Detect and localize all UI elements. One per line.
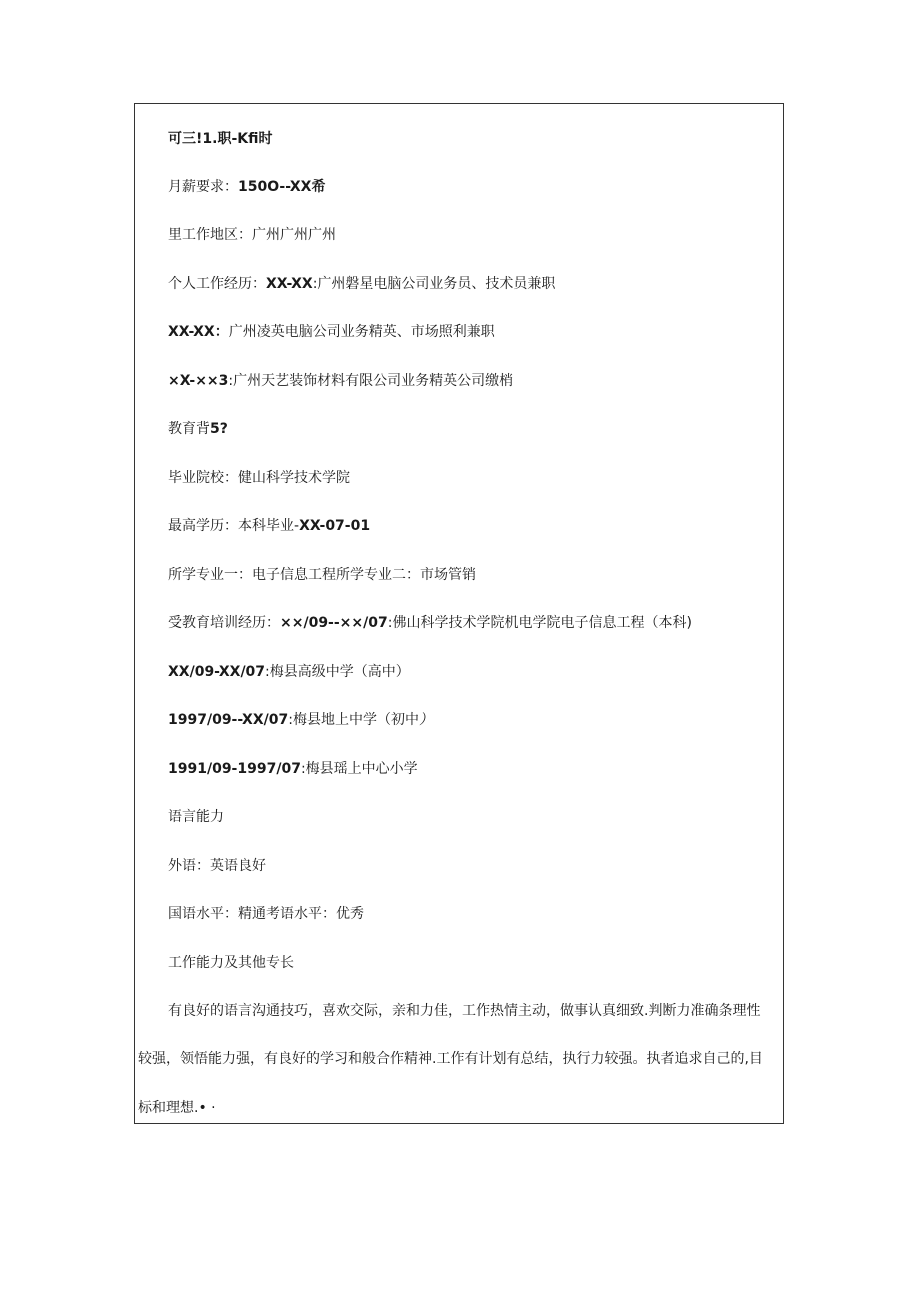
mandarin-line — [168, 904, 364, 924]
work-experience-line-2 — [168, 322, 495, 342]
job-target-text: 可三!1.职-Kfi时 — [168, 131, 273, 147]
work-experience-date-1: XX-XX — [266, 276, 313, 292]
work-experience-line-3 — [168, 371, 513, 391]
document-frame — [134, 103, 784, 1124]
work-experience-value-1: :广州磐星电脑公司业务员、技术员兼职 — [312, 276, 556, 292]
salary-line — [168, 177, 325, 197]
salary-value: 150O--XX希 — [238, 179, 326, 195]
language-heading-text: 语言能力 — [168, 809, 224, 825]
training-value-3: :梅县地上中学（初中 — [288, 712, 419, 728]
degree-date: XX-07-01 — [299, 518, 371, 534]
degree-line — [168, 516, 370, 536]
work-area-value: 广州广州广州 — [252, 227, 336, 243]
training-value-2: :梅县高级中学（高中） — [265, 664, 410, 680]
work-area-line — [168, 225, 336, 245]
job-target-line — [168, 129, 272, 149]
work-experience-date-3: ×X-××3 — [168, 373, 229, 389]
work-experience-value-3: :广州天艺装饰材料有限公司业务精英公司缴梢 — [228, 373, 514, 389]
foreign-language-line — [168, 856, 266, 876]
education-heading — [168, 419, 228, 439]
major-line — [168, 565, 476, 585]
skills-heading — [168, 953, 294, 973]
school-value: 健山科学技术学院 — [238, 470, 350, 486]
education-heading-label: 教育背 — [168, 421, 210, 437]
training-date-1: ××/09--××/07 — [280, 615, 388, 631]
training-line-3 — [168, 710, 433, 730]
work-experience-line-1 — [168, 274, 555, 294]
salary-label: 月薪要求： — [168, 179, 238, 195]
mandarin-text: 国语水平：精通考语水平：优秀 — [168, 906, 364, 922]
training-value-1: :佛山科学技术学院机电学院电子信息工程（本科) — [387, 615, 692, 631]
school-line — [168, 468, 350, 488]
training-line-4 — [168, 759, 418, 779]
work-area-label: 里工作地区： — [168, 227, 252, 243]
training-line-1 — [168, 613, 692, 633]
training-date-2: XX/09-XX/07 — [168, 664, 266, 680]
training-label: 受教育培训经历： — [168, 615, 280, 631]
education-heading-suffix: 5? — [210, 421, 228, 437]
training-line-2 — [168, 662, 410, 682]
work-experience-label: 个人工作经历： — [168, 276, 266, 292]
language-heading — [168, 807, 224, 827]
training-value-3-tail: ） — [418, 712, 433, 728]
training-value-4: :梅县瑶上中心小学 — [300, 761, 418, 777]
work-experience-date-2: XX-XX： — [168, 324, 229, 340]
foreign-language-text: 外语：英语良好 — [168, 858, 266, 874]
major-text: 所学专业一：电子信息工程所学专业二：市场管销 — [168, 567, 476, 583]
training-date-3: 1997/09--XX/07 — [168, 712, 289, 728]
skills-heading-text: 工作能力及其他专长 — [168, 955, 294, 971]
skills-paragraph-line-2: 较强，领悟能力强，有良好的学习和般合作精神.工作有计划有总结，执行力较强。执者追求自己的,目 — [138, 1051, 763, 1067]
skills-paragraph-line-1: 有良好的语言沟通技巧，喜欢交际，亲和力佳，工作热情主动，做事认真细致.判断力准确条理性 — [168, 1003, 761, 1019]
work-experience-value-2: 广州凌英电脑公司业务精英、市场照利兼职 — [228, 324, 495, 340]
training-date-4: 1991/09-1997/07 — [168, 761, 301, 777]
degree-label: 最高学历：本科毕业- — [168, 518, 300, 534]
skills-paragraph-line-3: 标和理想.• · — [138, 1100, 216, 1116]
school-label: 毕业院校： — [168, 470, 238, 486]
